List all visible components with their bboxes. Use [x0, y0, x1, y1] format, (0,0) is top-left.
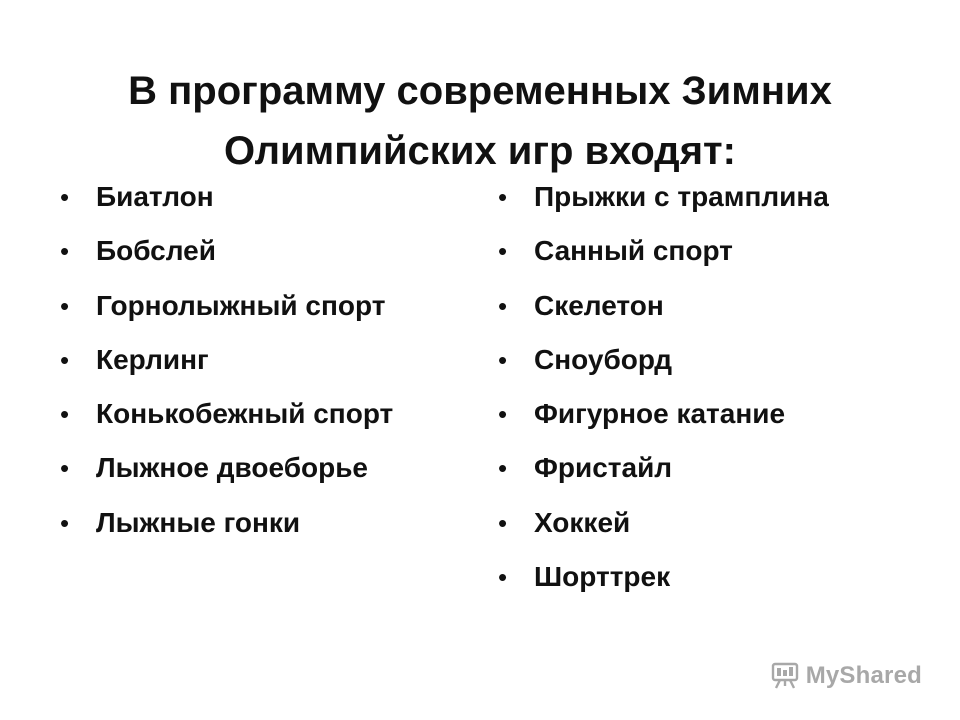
- slide-title: [60, 61, 900, 181]
- list-item: [60, 279, 480, 333]
- list-item: [60, 496, 480, 550]
- bullet: •: [498, 507, 508, 538]
- left-sport-list: [60, 170, 480, 550]
- list-item-label: Прыжки с трамплина: [534, 181, 829, 212]
- bullet: •: [60, 290, 70, 321]
- bullet: •: [498, 236, 508, 267]
- list-item-label: Керлинг: [96, 343, 209, 375]
- list-item: [498, 550, 918, 604]
- list-item: [498, 496, 918, 550]
- list-item-label: Хоккей: [534, 506, 631, 538]
- list-item-label: Санный спорт: [534, 235, 733, 267]
- watermark: [770, 658, 922, 694]
- bullet: •: [498, 290, 508, 321]
- bullet: •: [498, 453, 508, 484]
- list-item-label: Бобслей: [96, 235, 216, 267]
- list-item: [60, 224, 480, 278]
- list-item-label: Лыжные гонки: [96, 506, 301, 538]
- list-item-label: Фристайл: [534, 452, 673, 484]
- list-item-label: Горнолыжный спорт: [96, 289, 386, 321]
- list-item: [498, 224, 918, 278]
- list-item: [60, 387, 480, 441]
- bullet: •: [498, 399, 508, 430]
- list-item-label: Фигурное катание: [534, 398, 786, 430]
- list-item: [498, 279, 918, 333]
- list-item-label: Шорттрек: [534, 561, 671, 593]
- title-line-2: Олимпийских игр входят:: [224, 128, 736, 173]
- right-sport-list: [498, 170, 918, 604]
- bullet: •: [60, 236, 70, 267]
- list-item: [60, 441, 480, 495]
- list-item: [498, 441, 918, 495]
- list-item-label: Биатлон: [96, 181, 214, 212]
- bullet: •: [60, 182, 70, 212]
- list-item-label: Лыжное двоеборье: [96, 452, 368, 484]
- bullet: •: [60, 507, 70, 538]
- title-line-1: В программу современных Зимних: [128, 68, 832, 113]
- list-item-label: Скелетон: [534, 289, 664, 321]
- list-item: [498, 387, 918, 441]
- bullet: •: [60, 399, 70, 430]
- bullet: •: [60, 344, 70, 375]
- watermark-text: MyShared: [805, 662, 922, 689]
- list-item: [498, 170, 918, 224]
- bullet: •: [498, 562, 508, 593]
- presentation-board-icon: [770, 661, 800, 691]
- list-item: [498, 333, 918, 387]
- list-item: [60, 170, 480, 224]
- bullet: •: [498, 344, 508, 375]
- list-item-label: Сноуборд: [534, 343, 673, 375]
- bullet: •: [498, 182, 508, 212]
- bullet: •: [60, 453, 70, 484]
- list-item-label: Конькобежный спорт: [96, 398, 394, 430]
- list-item: [60, 333, 480, 387]
